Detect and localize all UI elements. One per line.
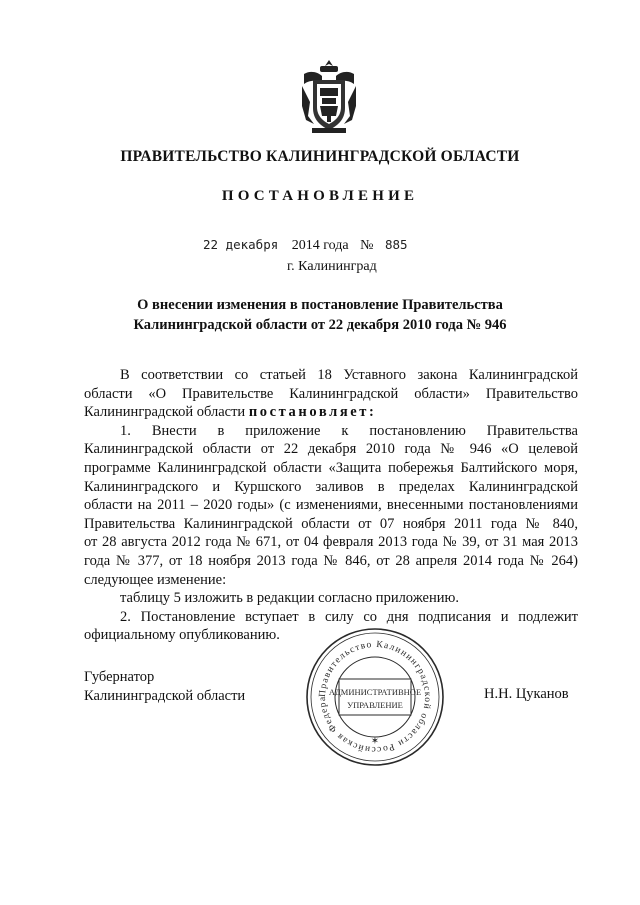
coat-of-arms-icon xyxy=(300,58,358,136)
body-line: 1. Внести в приложение к постановлению Правительства xyxy=(120,422,578,439)
body-line: официальному опубликованию. xyxy=(84,627,280,644)
body-line: Калининградского и Куршского заливов в пределах Калининградской xyxy=(84,478,578,495)
body-line: следующее изменение: xyxy=(84,571,227,588)
document-type: ПОСТАНОВЛЕНИЕ xyxy=(221,188,419,204)
body-line: таблицу 5 изложить в редакции согласно приложению. xyxy=(120,590,459,607)
document-subject xyxy=(0,295,640,335)
body-line: Правительства Калининградской области от 07 ноября 2011 года № 840, xyxy=(84,515,578,532)
organization-title: ПРАВИТЕЛЬСТВО КАЛИНИНГРАДСКОЙ ОБЛАСТИ xyxy=(120,148,520,165)
year-text: 2014 года xyxy=(291,238,349,253)
subject-line-2: Калининградской области от 22 декабря 2010 года № 946 xyxy=(133,317,507,333)
signatory-name: Н.Н. Цуканов xyxy=(484,686,569,702)
seal-center-line-1: АДМИНИСТРАТИВНОЕ xyxy=(328,687,422,697)
body-line: от 28 августа 2012 года № 671, от 04 февраля 2013 года № 39, от 31 мая 2013 xyxy=(84,534,578,551)
body-line: области «О Правительстве Калининградской области» Правительство xyxy=(84,385,578,402)
handwritten-number: 885 xyxy=(384,237,408,252)
date-line xyxy=(203,237,408,254)
body-line: В соответствии со статьей 18 Уставного закона Калининградской xyxy=(120,367,578,383)
body-line: года № 377, от 18 ноября 2013 года № 846, от 28 апреля 2014 года № 264) xyxy=(84,552,578,569)
seal-ring-text: Правительство Калининградской области Российская Федера xyxy=(317,639,433,755)
city: г. Калининград xyxy=(287,259,377,274)
official-seal xyxy=(304,626,446,768)
body-line: 2. Постановление вступает в силу со дня подписания и подлежит xyxy=(120,608,578,625)
number-sign: № xyxy=(360,238,374,253)
body-line: области на 2011 – 2020 годы» (с изменениями, внесенными постановлениями xyxy=(84,497,578,514)
document-body xyxy=(84,366,578,645)
body-line: Калининградской области от 22 декабря 2010 года № 946 «О целевой xyxy=(84,441,578,458)
position-line-2: Калининградской области xyxy=(84,687,246,704)
body-line xyxy=(84,403,578,422)
seal-center-line-2: УПРАВЛЕНИЕ xyxy=(347,700,403,710)
body-line: программе Калининградской области «Защита побережья Балтийского моря, xyxy=(84,459,578,476)
resolve-word: постановляет: xyxy=(248,404,377,421)
seal-star-icon: ✶ xyxy=(370,736,380,747)
subject-line-1: О внесении изменения в постановление Правительства xyxy=(137,297,503,313)
body-text: Калининградской области xyxy=(84,404,246,421)
signatory-position xyxy=(84,668,245,705)
position-line-1: Губернатор xyxy=(84,669,155,685)
handwritten-date: 22 декабря xyxy=(203,237,279,252)
